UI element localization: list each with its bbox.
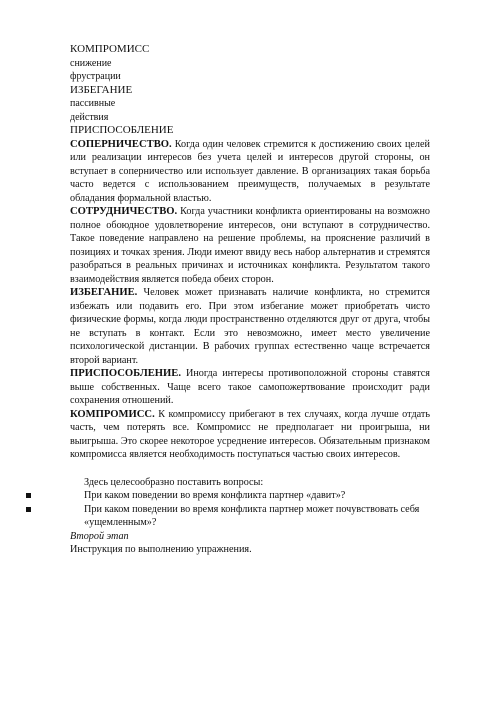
- bullet-icon: [26, 507, 31, 512]
- label-passive-2: действия: [70, 111, 109, 123]
- text-accommodation: Иногда интересы противоположной стороны ставятся выше собственных. Чаще всего такое самопожертвование происходит ради сохранения отношений.: [70, 368, 430, 406]
- paragraph-avoidance: [70, 286, 430, 367]
- question-1: При каком поведении во время конфликта партнер «давит»?: [84, 490, 346, 501]
- paragraph-compromise: [70, 408, 430, 462]
- text-compromise: К компромиссу прибегают в тех случаях, когда лучше отдать часть, чем потерять все. Компромисс не предполагает ни проигрыша, ни выигрыша. Это скорее некоторое усреднение интересов. Обязательным признаком компромисса является необходимость поступаться частью своих интересов.: [70, 408, 430, 460]
- list-item: [70, 489, 430, 503]
- list-item: [70, 503, 430, 530]
- paragraph-competition: [70, 138, 430, 206]
- instruction-line: Инструкция по выполнению упражнения.: [70, 544, 252, 555]
- bullet-icon: [26, 493, 31, 498]
- term-compromise: КОМПРОМИСС.: [70, 408, 155, 420]
- label-compromise: КОМПРОМИСС: [70, 43, 150, 55]
- spacer: [70, 462, 430, 476]
- term-competition: СОПЕРНИЧЕСТВО.: [70, 138, 172, 150]
- label-frustration-reduction-1: снижение: [70, 57, 112, 69]
- stage-heading: Второй этап: [70, 530, 129, 542]
- term-collaboration: СОТРУДНИЧЕСТВО.: [70, 206, 178, 217]
- label-frustration-reduction-2: фрустрации: [70, 71, 121, 82]
- label-accommodation: ПРИСПОСОБЛЕНИЕ: [70, 124, 174, 136]
- label-avoidance: ИЗБЕГАНИЕ: [70, 83, 133, 96]
- question-2: При каком поведении во время конфликта партнер может почувствовать себя «ущемленным»?: [84, 503, 420, 528]
- paragraph-accommodation: [70, 367, 430, 408]
- text-collaboration: Когда участники конфликта ориентированы на возможно полное обоюдное удовлетворение интересов, они вступают в сотрудничество. Такое поведение направлено на решение проблемы, на прояснение различий в позициях и точках зрения. Люди имеют ввиду весь набор альтернатив и стремятся разобраться в реальных причинах и источниках конфликта. Результатом такого взаимодействия является победа обеих сторон.: [70, 206, 430, 285]
- paragraph-collaboration: [70, 205, 430, 286]
- term-avoidance: ИЗБЕГАНИЕ.: [70, 287, 138, 298]
- text-avoidance: Человек может признавать наличие конфликта, но стремится избежать или подавить его. При этом избегание может приобретать чисто физические формы, когда люди пространственно отделяются друг от друга, чтобы не вступать в контакт. Если это невозможно, имеет место увеличение психологической дистанции. В рабочих группах естественно чаще встречается второй вариант.: [70, 287, 430, 366]
- document-content: [70, 43, 430, 557]
- term-accommodation: ПРИСПОСОБЛЕНИЕ.: [70, 368, 181, 379]
- questions-intro: Здесь целесообразно поставить вопросы:: [84, 476, 264, 488]
- label-passive-1: пассивные: [70, 98, 116, 109]
- text-competition: Когда один человек стремится к достижению своих целей или реализации интересов без учета целей и интересов другой стороны, он вступает в соперничество или использует давление. В организациях такая борьба часто ведется с использованием преимуществ, получаемых в результате обладания формальной властью.: [70, 138, 430, 204]
